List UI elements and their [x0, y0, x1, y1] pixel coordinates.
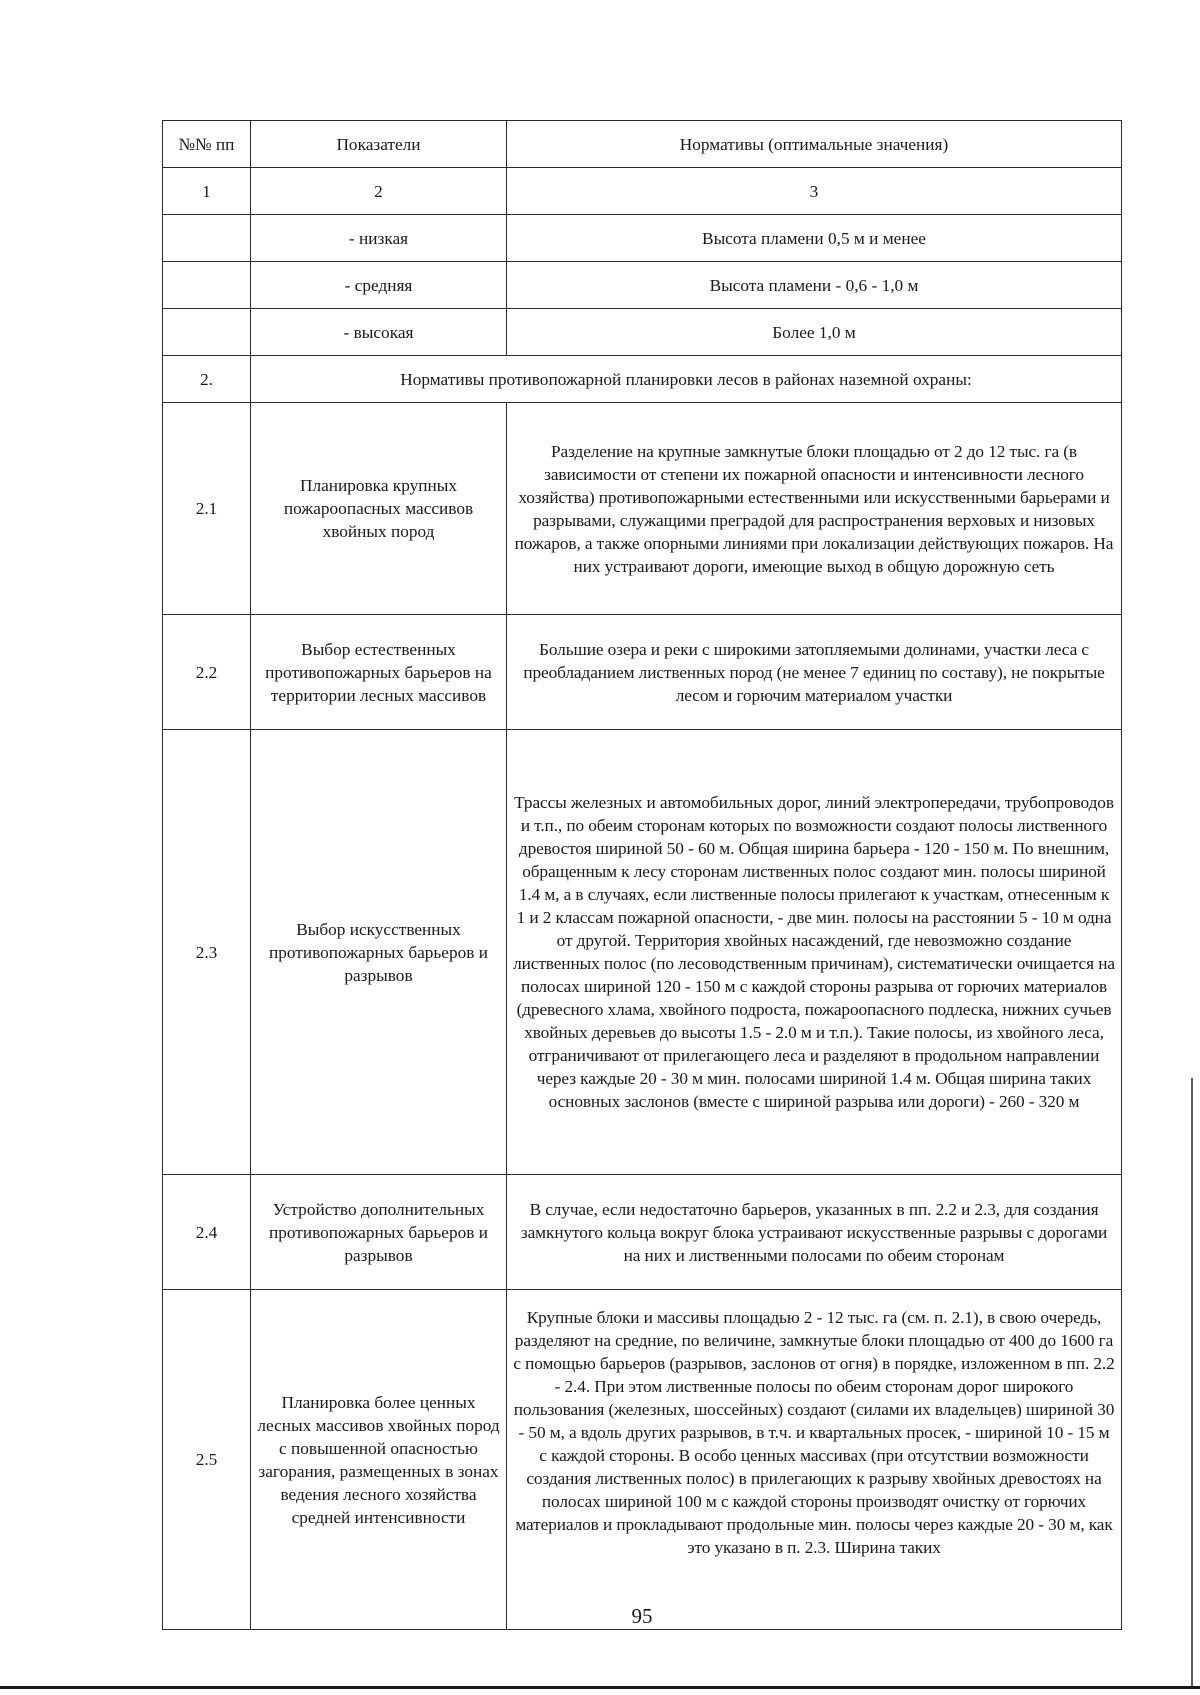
section-title: Нормативы противопожарной планировки лесов в районах наземной охраны: — [251, 356, 1122, 403]
column-number: 2 — [251, 168, 507, 215]
row-norm: Трассы железных и автомобильных дорог, линий электропередачи, трубопроводов и т.п., по обеим сторонам которых по возможности создают полосы лиственного древостоя шириной 50 - 60 м. Общая ширина барьера - 120 - 150 м. По внешним, обращенным к лесу сторонам лиственных полос создают мин. полосы шириной 1.4 м, а в случаях, если лиственные полосы прилегают к участкам, отнесенным к 1 и 2 классам пожарной опасности, - две мин. полосы на расстоянии 5 - 10 м одна от другой. Территория хвойных насаждений, где невозможно создание лиственных полос (по лесоводственным причинам), систематически очищается на полосах шириной 120 - 150 м с каждой стороны разрыва от горючих материалов (древесного хлама, хвойного подроста, пожароопасного подлеска, нижних сучьев хвойных деревьев до высоты 1.5 - 2.0 м и т.п.). Такие полосы, из хвойного леса, отграничивают от прилегающего леса и разделяют в продольном направлении через каждые 20 - 30 м мин. полосами шириной 1.4 м. Общая ширина таких основных заслонов (вместе с шириной разрыва или дороги) - 260 - 320 м — [507, 730, 1122, 1175]
row-number: 2.2 — [163, 615, 251, 730]
table-row — [163, 615, 1122, 730]
row-number: 2.5 — [163, 1290, 251, 1630]
row-norm: Разделение на крупные замкнутые блоки площадью от 2 до 12 тыс. га (в зависимости от степени их пожарной опасности и интенсивности лесного хозяйства) противопожарными естественными или искусственными барьерами и разрывами, служащими преградой для распространения верховых и низовых пожаров, а также опорными линиями при локализации действующих пожаров. На них устраивают дороги, имеющие выход в общую дорожную сеть — [507, 403, 1122, 615]
table-header-row — [163, 121, 1122, 168]
row-number — [163, 309, 251, 356]
scan-edge-line — [1191, 1078, 1193, 1688]
row-indicator: Планировка крупных пожароопасных массивов хвойных пород — [251, 403, 507, 615]
section-row — [163, 356, 1122, 403]
row-norm: В случае, если недостаточно барьеров, указанных в пп. 2.2 и 2.3, для создания замкнутого кольца вокруг блока устраивают искусственные разрывы с дорогами на них и лиственными полосами по обеим сторонам — [507, 1175, 1122, 1290]
row-indicator: Планировка более ценных лесных массивов хвойных пород с повышенной опасностью загорания, размещенных в зонах ведения лесного хозяйства средней интенсивности — [251, 1290, 507, 1630]
column-number: 1 — [163, 168, 251, 215]
row-norm: Высота пламени - 0,6 - 1,0 м — [507, 262, 1122, 309]
row-number: 2.1 — [163, 403, 251, 615]
header-indicators: Показатели — [251, 121, 507, 168]
table-row — [163, 262, 1122, 309]
page-number: 95 — [631, 1604, 653, 1628]
row-indicator: Устройство дополнительных противопожарных барьеров и разрывов — [251, 1175, 507, 1290]
row-norm: Высота пламени 0,5 м и менее — [507, 215, 1122, 262]
table-row — [163, 730, 1122, 1175]
row-indicator: - низкая — [251, 215, 507, 262]
table-row — [163, 1290, 1122, 1630]
table-row — [163, 309, 1122, 356]
row-number: 2.3 — [163, 730, 251, 1175]
row-indicator: - средняя — [251, 262, 507, 309]
scan-bottom-edge — [0, 1686, 1200, 1689]
column-number-row — [163, 168, 1122, 215]
row-indicator: Выбор естественных противопожарных барьеров на территории лесных массивов — [251, 615, 507, 730]
table-row — [163, 403, 1122, 615]
row-indicator: - высокая — [251, 309, 507, 356]
row-number — [163, 215, 251, 262]
section-number: 2. — [163, 356, 251, 403]
row-norm: Большие озера и реки с широкими затопляемыми долинами, участки леса с преобладанием лиственных пород (не менее 7 единиц по составу), не покрытые лесом и горючим материалом участки — [507, 615, 1122, 730]
row-norm: Более 1,0 м — [507, 309, 1122, 356]
header-norms: Нормативы (оптимальные значения) — [507, 121, 1122, 168]
norms-table — [162, 120, 1122, 1630]
header-number: №№ пп — [163, 121, 251, 168]
row-number — [163, 262, 251, 309]
row-norm: Крупные блоки и массивы площадью 2 - 12 тыс. га (см. п. 2.1), в свою очередь, разделяют на средние, по величине, замкнутые блоки площадью от 400 до 1600 га с помощью барьеров (разрывов, заслонов от огня) в порядке, изложенном в пп. 2.2 - 2.4. При этом лиственные полосы по обеим сторонам дорог широкого пользования (железных, шоссейных) создают (силами их владельцев) шириной 30 - 50 м, а вдоль других разрывов, в т.ч. и квартальных просек, - шириной 10 - 15 м с каждой стороны. В особо ценных массивах (при отсутствии возможности создания лиственных полос) в прилегающих к разрыву хвойных древостоях на полосах шириной 100 м с каждой стороны производят очистку от горючих материалов и прокладывают продольные мин. полосы через каждые 20 - 30 м, как это указано в п. 2.3. Ширина таких — [507, 1290, 1122, 1630]
table-row — [163, 215, 1122, 262]
column-number: 3 — [507, 168, 1122, 215]
row-indicator: Выбор искусственных противопожарных барьеров и разрывов — [251, 730, 507, 1175]
table-row — [163, 1175, 1122, 1290]
row-number: 2.4 — [163, 1175, 251, 1290]
